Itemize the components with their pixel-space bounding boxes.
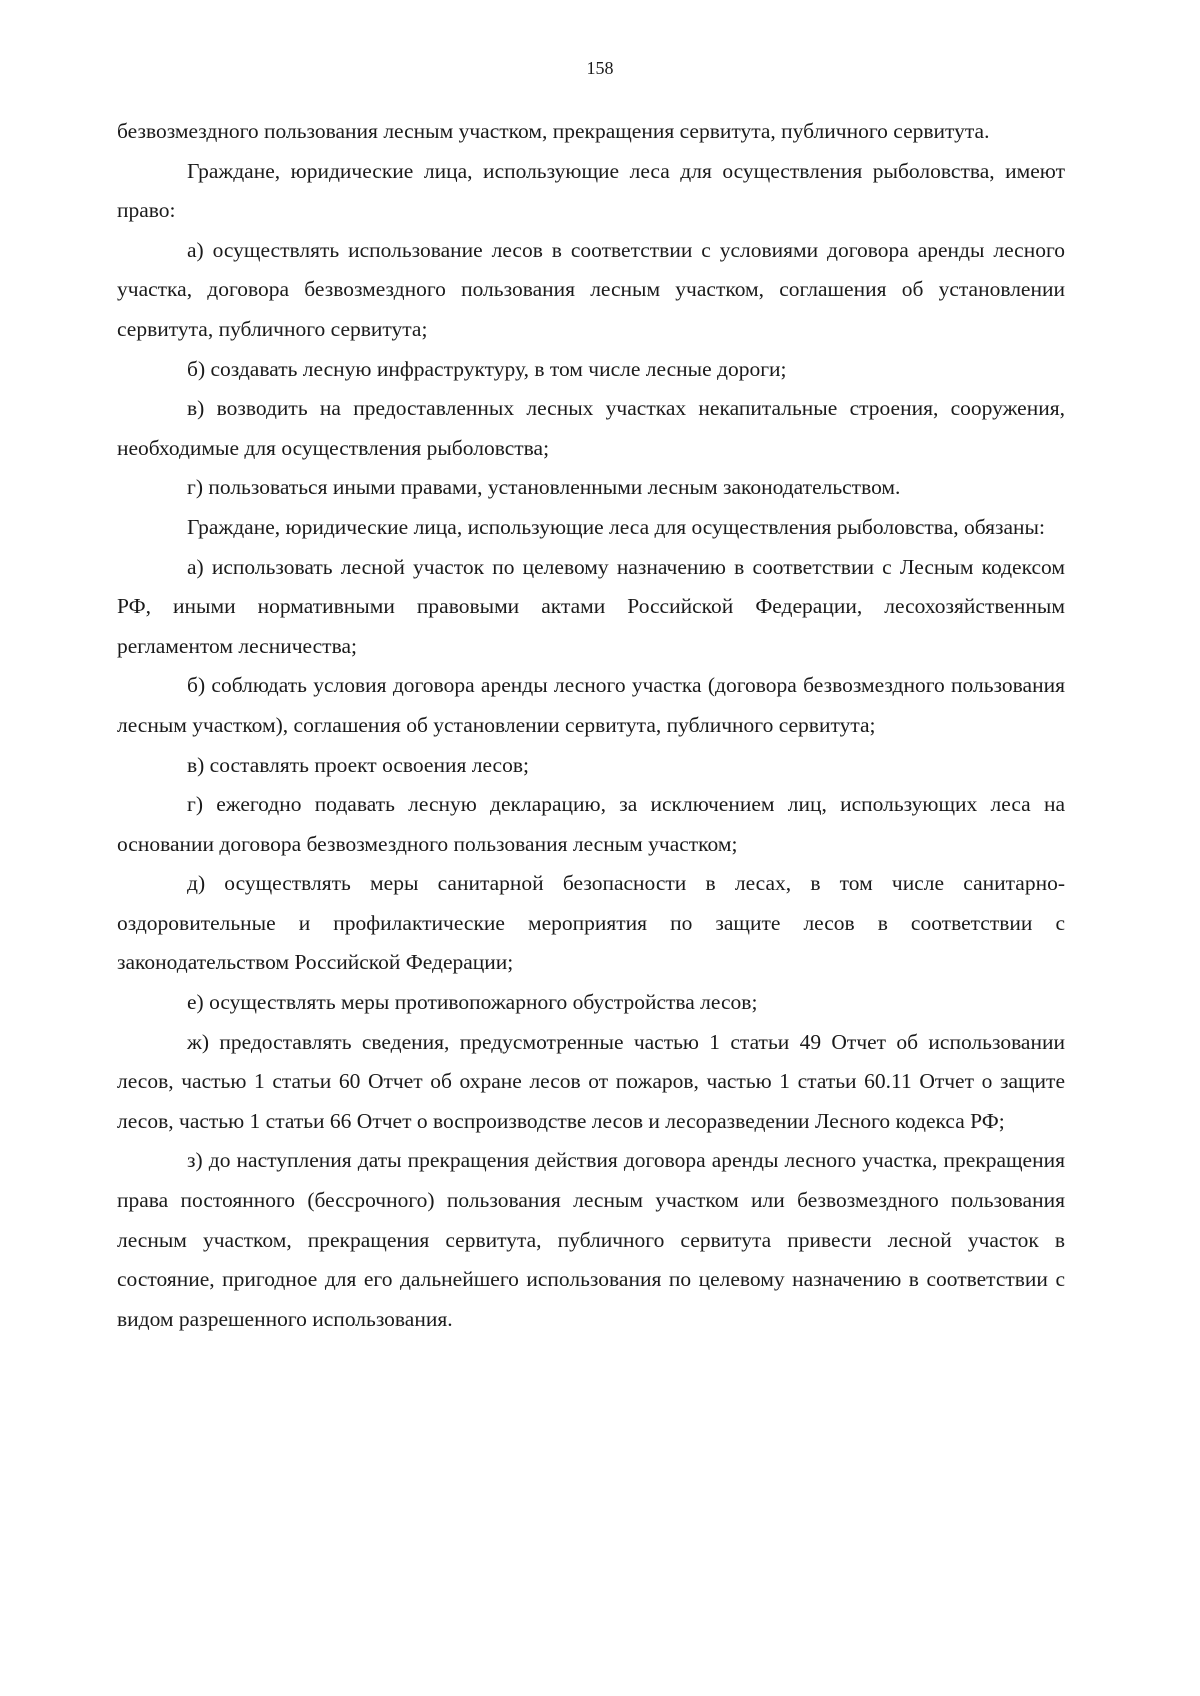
list-item: в) составлять проект освоения лесов;	[187, 752, 529, 777]
list-item: е) осуществлять меры противопожарного обустройства лесов;	[187, 990, 758, 1015]
list-item: д) осуществлять меры санитарной безопасности в лесах, в том числе санитарно-оздоровительные и профилактические мероприятия по защите лесов в соответствии с законодательством Российской Федерации;	[117, 871, 1065, 975]
list-item: г) пользоваться иными правами, установленными лесным законодательством.	[187, 475, 901, 500]
list-item: б) создавать лесную инфраструктуру, в том числе лесные дороги;	[187, 356, 787, 381]
list-item: б) соблюдать условия договора аренды лесного участка (договора безвозмездного пользования лесным участком), соглашения об установлении сервитута, публичного сервитута;	[117, 673, 1065, 737]
list-item: а) осуществлять использование лесов в соответствии с условиями договора аренды лесного участка, договора безвозмездного пользования лесным участком, соглашения об установлении сервитута, публичного сервитута;	[117, 237, 1065, 341]
paragraph: Граждане, юридические лица, использующие леса для осуществления рыболовства, обязаны:	[187, 514, 1045, 539]
document-body	[117, 112, 1065, 1339]
list-item: а) использовать лесной участок по целевому назначению в соответствии с Лесным кодексом РФ, иными нормативными правовыми актами Российской Федерации, лесохозяйственным регламентом лесничества;	[117, 554, 1065, 658]
list-item: з) до наступления даты прекращения действия договора аренды лесного участка, прекращения права постоянного (бессрочного) пользования лесным участком или безвозмездного пользования лесным участком, прекращения сервитута, публичного сервитута привести лесной участок в состояние, пригодное для его дальнейшего использования по целевому назначению в соответствии с видом разрешенного использования.	[117, 1148, 1065, 1331]
list-item: в) возводить на предоставленных лесных участках некапитальные строения, сооружения, необходимые для осуществления рыболовства;	[117, 396, 1065, 460]
list-item: г) ежегодно подавать лесную декларацию, за исключением лиц, использующих леса на основании договора безвозмездного пользования лесным участком;	[117, 792, 1065, 856]
list-item: ж) предоставлять сведения, предусмотренные частью 1 статьи 49 Отчет об использовании лесов, частью 1 статьи 60 Отчет об охране лесов от пожаров, частью 1 статьи 60.11 Отчет о защите лесов, частью 1 статьи 66 Отчет о воспроизводстве лесов и лесоразведении Лесного кодекса РФ;	[117, 1029, 1065, 1133]
page-number: 158	[586, 58, 614, 78]
paragraph: Граждане, юридические лица, использующие леса для осуществления рыболовства, имеют право:	[117, 158, 1065, 223]
paragraph: безвозмездного пользования лесным участком, прекращения сервитута, публичного сервитута.	[117, 119, 990, 143]
